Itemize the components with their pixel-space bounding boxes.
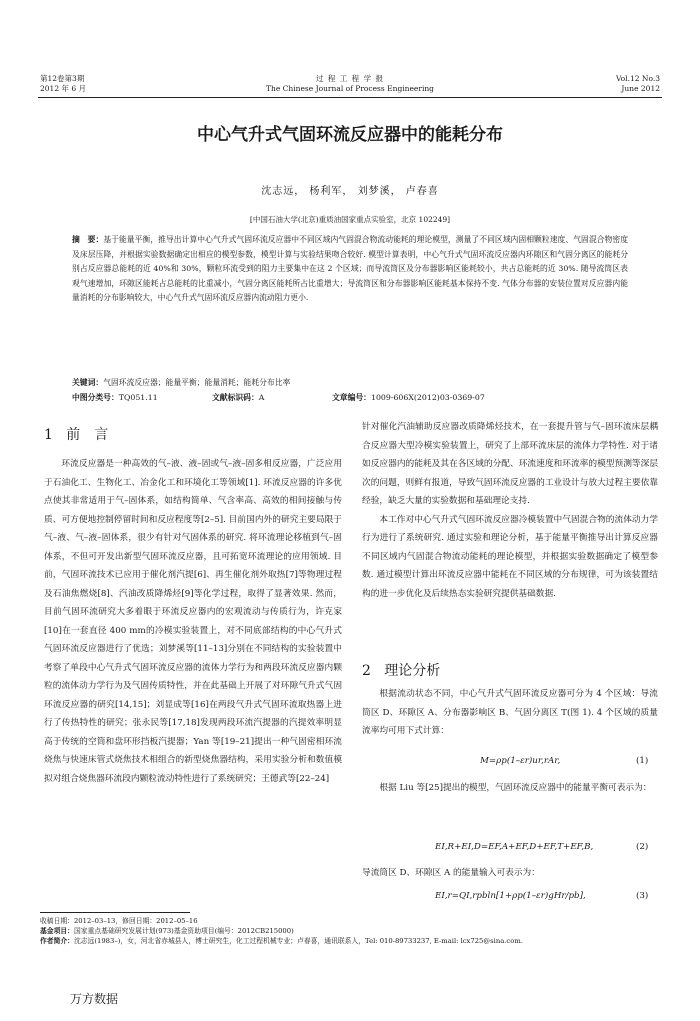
- fund-label: 基金项目：: [40, 927, 74, 936]
- header-volume-en: Vol.12 No.3: [615, 74, 660, 83]
- section1-title: 前 言: [66, 427, 109, 443]
- article-id-label: 文章编号：: [332, 393, 371, 402]
- equation-3: EI,r=QI,rpbln[1+ρp(1–εr)gHr/pb],: [435, 891, 586, 901]
- intro-paragraph: 环流反应器是一种高效的气–液、液–固或气–液–固多相反应器，广泛应用于石油化工、生物化工、冶金化工和环境化工等领域[1]. 环流反应器的许多优点使其非常适用于气–固体系，如结构简单、气含率高、高效的相间接触与传质、可方便地控制停留时间和反应程度等[2–5]. 目前国内外的研究主要局限于气–液、气–液–固体系，很少有针对气固体系的研究. 将环流理论移植到气–固体系，不但可开发出新型气固环流反应器，且可拓宽环流理论的应用领域. 目前，气固环流技术已应用于催化剂汽提[6]、再生催化剂外取热[7]等物理过程及石油焦燃烧[8]、汽油改质降烯烃[9]等化学过程，取得了显著效果. 然而，目前气固环流研究大多着眼于环流反应器内的宏观流动与传质行为，许克家[10]在一套直径 400 mm的冷模实验装置上，对不同底部结构的中心气升式气固环流反应器进行了优选；刘梦溪等[11–13]分别在不同结构的实验装置中考察了单段中心气升式气固环流反应器的流体力学行为和两段环流反应器内颗粒的流体动力学行为及气固传质特性，并在此基础上开展了对环隙气升式气固环流反应器的研究[14,15]；刘显成等[16]在两段气升式气固环流取热器上进行了传热特性的研究；张永民等[17,18]发现两段环流汽提器的汽提效率明显高于传统的空筒和盘环形挡板汽提器；Yan 等[19–21]提出一种气固密相环流烧焦与快速床管式烧焦技术相组合的新型烧焦器结构，采用实验分析和数值模拟对组合烧焦器环流段内颗粒流动特性进行了系统研究；王德武等[22–24]: [44, 459, 342, 784]
- keywords: [72, 376, 628, 390]
- header-date: 2012 年 6 月: [40, 84, 87, 93]
- left-column: [44, 455, 342, 788]
- abstract-text: 基于能量平衡，推导出计算中心气升式气固环流反应器中不同区域内气固混合物流动能耗的理论模型，测量了不同区域内固相颗粒速度、气固混合物密度及床层压降，并根据实验数据确定出相应的模型参数，模型计算与实验结果吻合较好. 模型计算表明，中心气升式气固环流反应器内环隙区和气固分离区的能耗分别占反应器总能耗的近 40%和 30%，颗粒环流受到的阻力主要集中在这 2 个区域；而导流筒区及分布器影响区能耗较小，共占总能耗的近 30%. 随导流筒区表观气速增加，环隙区能耗占总能耗的比重减小，气固分离区能耗所占比重增大；导流筒区和分布器影响区能耗基本保持不变. 气体分布器的安装位置对反应器内能量消耗的分布影响较大，中心气升式气固环流反应器内流动阻力更小.: [72, 235, 628, 303]
- abstract: [72, 233, 628, 306]
- theory-text-2: 根据 Liu 等[25]提出的模型，气固环流反应器中的能量平衡可表示为：: [379, 783, 652, 793]
- section1-number: 1: [44, 427, 53, 443]
- journal-header: [200, 74, 500, 94]
- theory-text-1: 根据流动状态不同，中心气升式气固环流反应器可分为 4 个区域：导流筒区 D、环隙区 A、分布器影响区 B、气固分离区 T(图 1). 4 个区域的质量流率均可用下式计算：: [362, 689, 658, 736]
- intro-scope-paragraph: 本工作对中心气升式气固环流反应器冷模装置中气固混合物的流体动力学行为进行了系统研究. 通过实验和理论分析，基于能量平衡推导出计算反应器不同区域内气固混合物流动能耗的理论模型，并根据实验数据确定了模型参数. 通过模型计算出环流反应器中能耗在不同区域的分布规律，可为该装置结构的进一步优化及后续热态实验研究提供基础数据.: [362, 514, 658, 599]
- equation-3-number: (3): [636, 891, 649, 901]
- article-id-value: 1009-606X(2012)03-0369-07: [370, 393, 485, 402]
- fund-text: 国家重点基础研究发展计划(973)基金资助项目(编号：2012CB215000): [73, 927, 294, 936]
- section2-title: 理论分析: [384, 663, 441, 679]
- author-list: 沈志远， 杨利军， 刘梦溪， 卢春喜: [261, 186, 439, 197]
- classification-line: [72, 391, 628, 405]
- footnote-rule: [40, 912, 190, 913]
- header-issue: [40, 74, 86, 94]
- theory-text-3: 导流筒区 D、环隙区 A 的能量输入可表示为：: [362, 868, 540, 878]
- equation-2: EI,R+EI,D=EF,A+EF,D+EF,T+EF,B,: [435, 842, 594, 852]
- clc-value: TQ051.11: [118, 393, 158, 402]
- watermark: 万方数据: [70, 992, 119, 1006]
- header-vol-en: [616, 74, 660, 94]
- right-column: [362, 418, 658, 603]
- footnote-received: 收稿日期：2012–03–13，修回日期：2012–05–16: [40, 917, 198, 925]
- section1-heading: [44, 424, 108, 444]
- header-rule: [38, 97, 662, 98]
- footnote-fund: [40, 926, 665, 936]
- footnote: [40, 916, 665, 947]
- section2-heading: [362, 660, 440, 680]
- author-bio-text: 沈志远(1983–)，女，河北省赤城县人，博士研究生，化工过程机械专业；卢春喜，通讯联系人，Tel: 010-89733237, E-mail: lcx725@sina.com.: [73, 937, 523, 946]
- section2-number: 2: [362, 663, 371, 679]
- theory-paragraph-1: [362, 685, 658, 741]
- abstract-label: 摘 要：: [72, 235, 104, 244]
- doc-code-label: 文献标识码：: [212, 393, 259, 402]
- author-bio-label: 作者简介：: [40, 937, 74, 946]
- keywords-label: 关键词：: [72, 378, 104, 387]
- equation-1-number: (1): [636, 756, 649, 766]
- equation-1: M=ρp(1–εr)ur,rAr,: [480, 756, 561, 766]
- footnote-author: [40, 936, 665, 946]
- theory-paragraph-2: [362, 779, 658, 798]
- journal-name-cn: 过 程 工 程 学 报: [316, 74, 384, 83]
- clc-label: 中图分类号：: [72, 393, 119, 402]
- doc-code-value: A: [258, 393, 265, 402]
- theory-paragraph-3: [362, 864, 658, 883]
- paper-title: 中心气升式气固环流反应器中的能耗分布: [197, 125, 503, 145]
- intro-continuation: 针对催化汽油辅助反应器改质降烯烃技术，在一套提升管与气–固环流床层耦合反应器大型冷模实验装置上，研究了上部环流床层的流体力学特性. 对于诸如反应器内的能耗及其在各区域的分配、环流速度和环流率的模型预测等深层次的问题，则鲜有报道，导致气固环流反应器的工业设计与放大过程主要依靠经验，缺乏大量的实验数据和基础理论支持.: [362, 422, 658, 506]
- header-date-en: June 2012: [621, 84, 660, 93]
- journal-name-en: The Chinese Journal of Process Engineering: [266, 84, 434, 93]
- affiliation: [中国石油大学(北京)重质油国家重点实验室，北京 102249]: [249, 215, 451, 224]
- keywords-text: 气固环流反应器；能量平衡；能量消耗；能耗分布比率: [103, 378, 291, 387]
- equation-2-number: (2): [636, 842, 649, 852]
- header-volume: 第12卷第3期: [40, 74, 85, 83]
